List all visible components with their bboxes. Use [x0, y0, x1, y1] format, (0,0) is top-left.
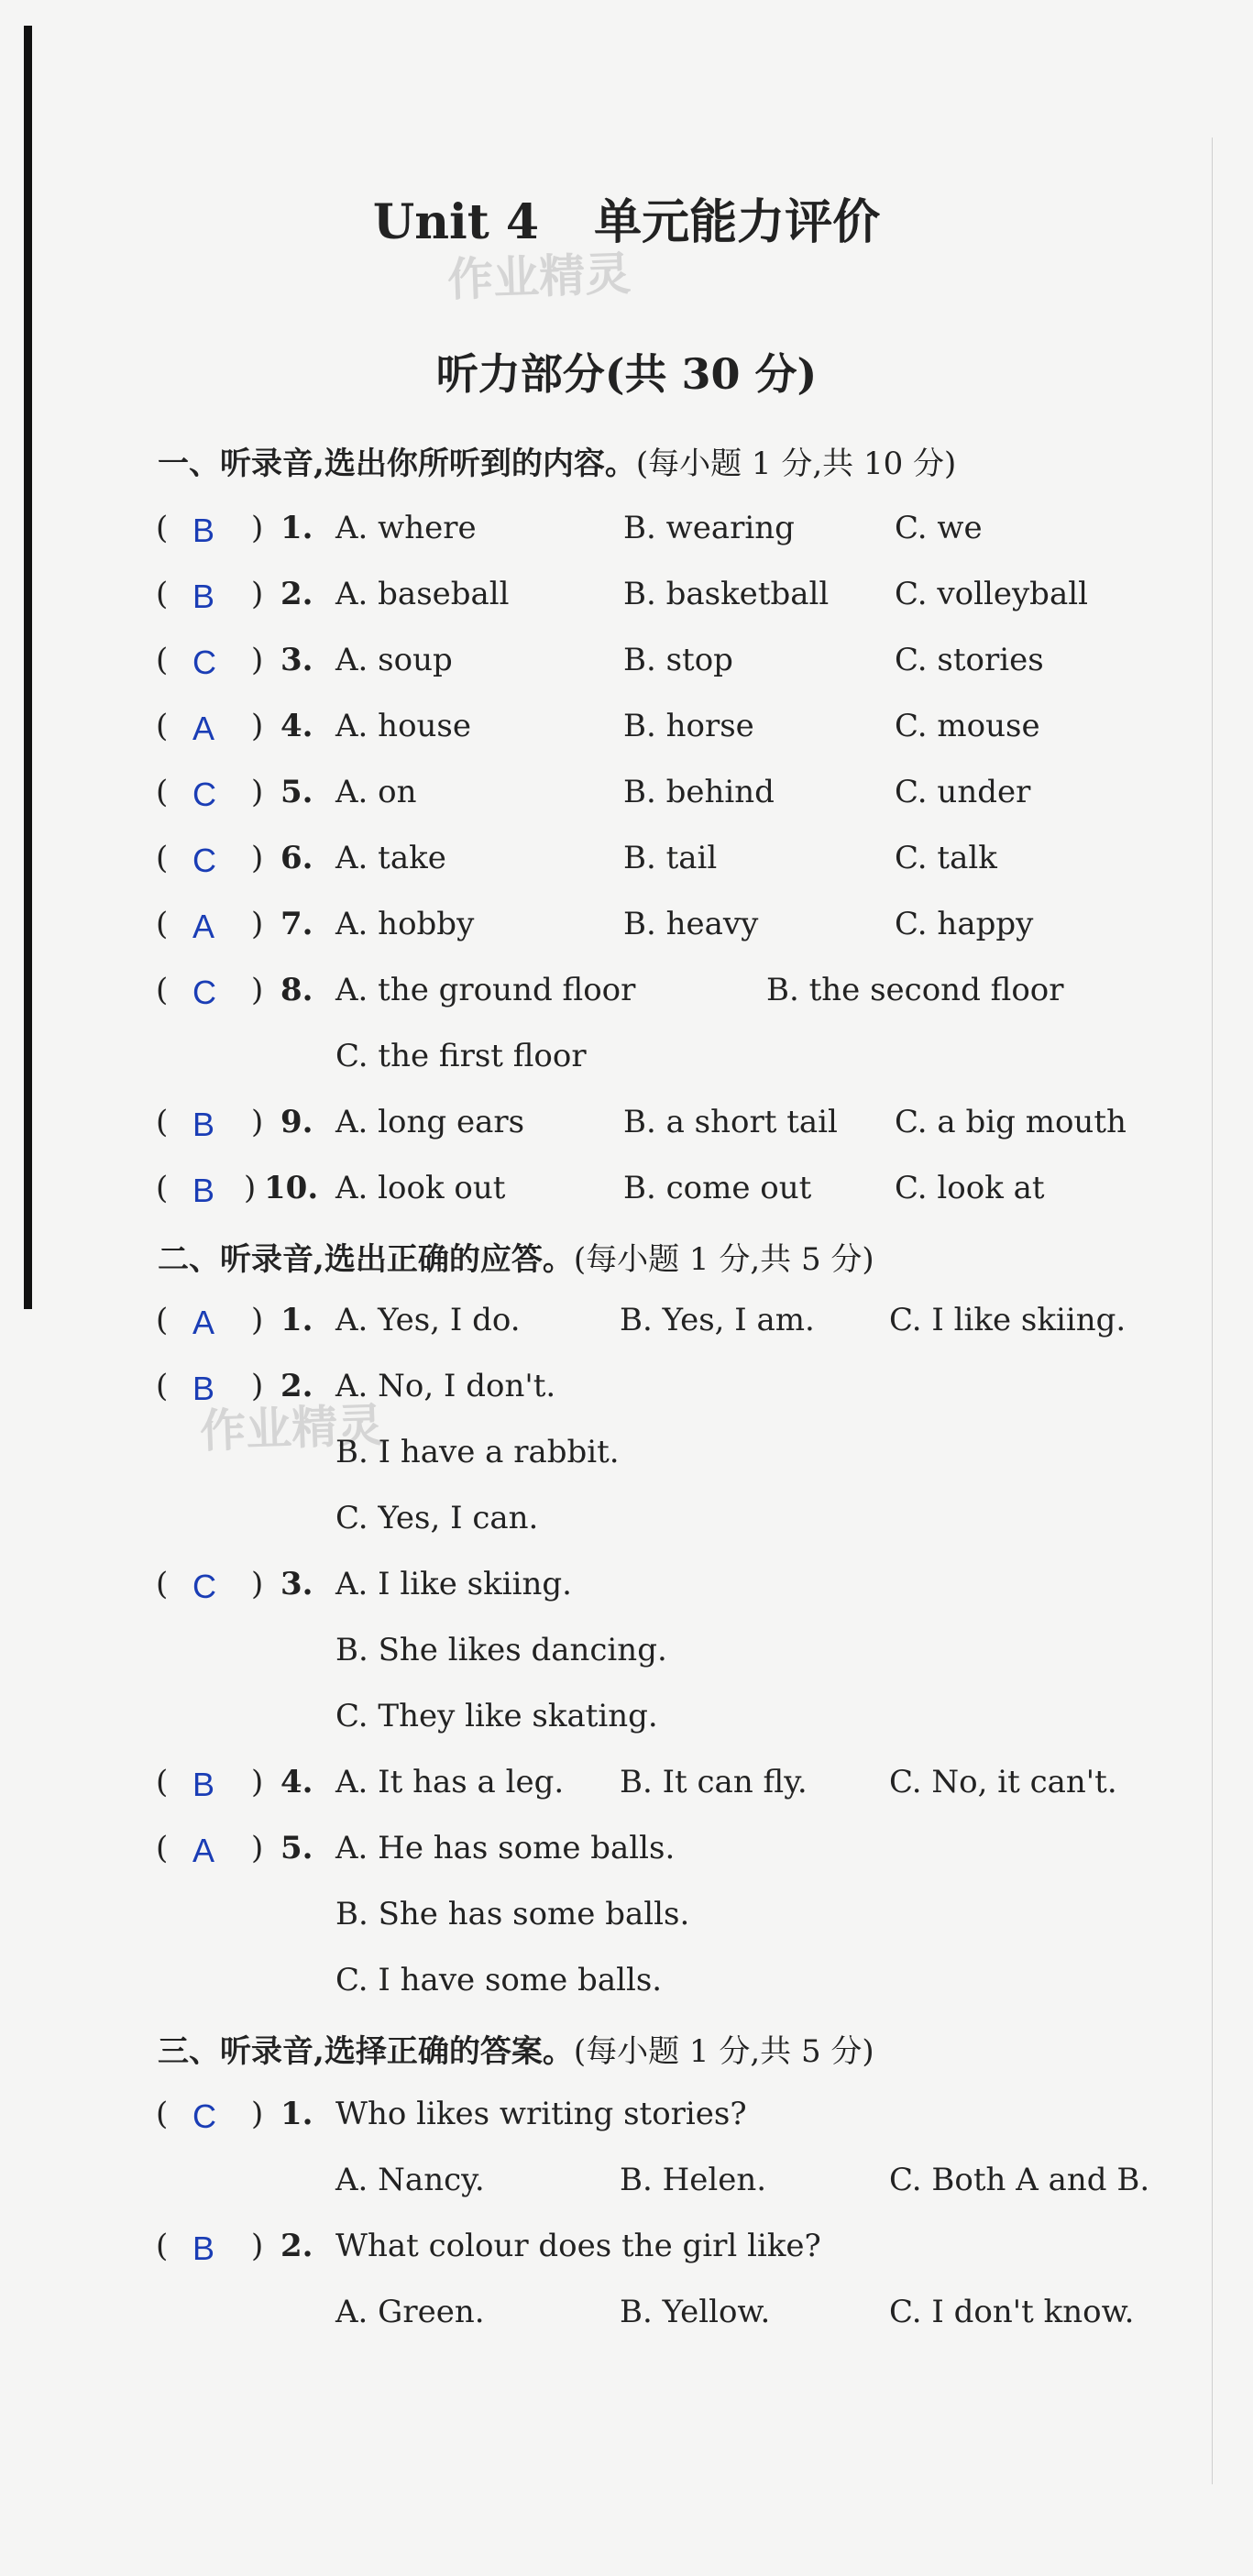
option-a: A. where [335, 510, 477, 546]
paren-open: ( [156, 972, 169, 1008]
part-2-title: 二、听录音,选出正确的应答。 [158, 1241, 574, 1278]
item-number: 9. [280, 1104, 313, 1140]
item-number: 2. [280, 2228, 313, 2264]
option-a: A. He has some balls. [335, 1830, 676, 1866]
section-heading: 听力部分(共 30 分) [435, 349, 818, 399]
part-1-title: 一、听录音,选出你所听到的内容。 [158, 446, 636, 482]
option-b: B. Yellow. [620, 2294, 771, 2330]
answer: B [192, 1106, 215, 1143]
option-a: A. I like skiing. [335, 1566, 572, 1602]
page-edge-line [1212, 138, 1213, 2484]
item-number: 1. [280, 1302, 313, 1338]
option-a: A. It has a leg. [335, 1764, 565, 1800]
title-name: 单元能力评价 [594, 194, 881, 250]
option-c: C. under [895, 774, 1031, 810]
paren-close: ) [251, 840, 264, 876]
item-number: 7. [280, 906, 313, 942]
answer: C [192, 2097, 216, 2135]
answer: B [192, 1766, 215, 1803]
paren-close: ) [251, 906, 264, 942]
option-a: A. look out [335, 1170, 506, 1206]
paren-close: ) [251, 1368, 264, 1404]
paren-close: ) [251, 510, 264, 546]
option-c: C. talk [895, 840, 997, 876]
option-a: A. on [335, 774, 417, 810]
watermark-2: 作业精灵 [199, 1398, 385, 1459]
paren-close: ) [251, 576, 264, 612]
item-number: 4. [280, 1764, 313, 1800]
option-c: C. volleyball [895, 576, 1088, 612]
option-b: B. basketball [623, 576, 830, 612]
answer: C [192, 776, 216, 813]
paren-open: ( [156, 1302, 169, 1338]
option-c: C. I like skiing. [889, 1302, 1127, 1338]
option-c: C. Both A and B. [889, 2162, 1150, 2198]
option-a: A. Green. [335, 2294, 485, 2330]
answer: B [192, 1370, 215, 1407]
option-c: C. I don't know. [889, 2294, 1135, 2330]
answer: A [192, 710, 215, 747]
item-number: 3. [280, 642, 313, 678]
paren-open: ( [156, 774, 169, 810]
option-c: C. we [895, 510, 983, 546]
option-a: A. soup [335, 642, 453, 678]
option-a: A. baseball [335, 576, 510, 612]
option-a: A. No, I don't. [335, 1368, 556, 1404]
part2-item-5-option-b: B. She has some balls. [335, 1896, 690, 1932]
option-c: C. stories [895, 642, 1044, 678]
watermark-1: 作业精灵 [446, 247, 632, 307]
option-a: A. hobby [335, 906, 475, 942]
item-number: 5. [280, 1830, 313, 1866]
option-c: C. No, it can't. [889, 1764, 1117, 1800]
option-b: B. horse [623, 708, 754, 744]
part2-item-3-option-c: C. They like skating. [335, 1698, 658, 1734]
part-2-note: (每小题 1 分,共 5 分) [573, 1241, 874, 1278]
paren-open: ( [156, 1368, 169, 1404]
paren-close: ) [251, 1104, 264, 1140]
item-number: 4. [280, 708, 313, 744]
option-a: A. Yes, I do. [335, 1302, 521, 1338]
paren-open: ( [156, 1764, 169, 1800]
option-b: B. Helen. [620, 2162, 767, 2198]
option-b: B. heavy [623, 906, 759, 942]
answer: A [192, 1304, 215, 1341]
paren-open: ( [156, 1566, 169, 1602]
item-number: 8. [280, 972, 313, 1008]
item-number: 10. [264, 1170, 319, 1206]
option-b: B. Yes, I am. [620, 1302, 815, 1338]
option-c: C. happy [895, 906, 1034, 942]
part-3-heading [158, 2026, 874, 2071]
item-number: 1. [280, 510, 313, 546]
answer: C [192, 842, 216, 879]
item-number: 6. [280, 840, 313, 876]
paren-close: ) [251, 972, 264, 1008]
paren-close: ) [251, 642, 264, 678]
title-unit: Unit 4 [372, 194, 540, 250]
paren-close: ) [251, 1764, 264, 1800]
paren-open: ( [156, 642, 169, 678]
option-c: C. look at [895, 1170, 1045, 1206]
option-a: A. take [335, 840, 446, 876]
option-b: B. come out [623, 1170, 812, 1206]
part2-item-3-option-b: B. She likes dancing. [335, 1632, 667, 1668]
option-a: A. the ground floor [335, 972, 636, 1008]
paren-close: ) [251, 708, 264, 744]
paren-open: ( [156, 576, 169, 612]
part-2-heading [158, 1234, 874, 1279]
option-b: B. stop [623, 642, 733, 678]
item-number: 1. [280, 2096, 313, 2132]
option-b: B. behind [623, 774, 775, 810]
paren-open: ( [156, 840, 169, 876]
question: Who likes writing stories? [335, 2096, 747, 2132]
answer: A [192, 908, 215, 945]
option-a: A. long ears [335, 1104, 525, 1140]
item-number: 5. [280, 774, 313, 810]
paren-close: ) [251, 1302, 264, 1338]
option-b: B. the second floor [766, 972, 1064, 1008]
paren-open: ( [156, 2096, 169, 2132]
part-3-title: 三、听录音,选择正确的答案。 [158, 2033, 574, 2070]
answer: A [192, 1832, 215, 1869]
item-number: 2. [280, 576, 313, 612]
paren-close: ) [251, 1830, 264, 1866]
option-c: C. a big mouth [895, 1104, 1127, 1140]
question: What colour does the girl like? [335, 2228, 821, 2264]
part1-item-8-option-c: C. the first floor [335, 1038, 587, 1074]
answer: C [192, 644, 216, 681]
part2-item-5-option-c: C. I have some balls. [335, 1962, 663, 1998]
answer: B [192, 512, 215, 549]
paren-open: ( [156, 1104, 169, 1140]
answer: B [192, 2229, 215, 2267]
paren-open: ( [156, 1170, 169, 1206]
part-1-note: (每小题 1 分,共 10 分) [635, 446, 957, 482]
answer: B [192, 1172, 215, 1209]
paren-close: ) [244, 1170, 257, 1206]
part-1-heading [158, 438, 956, 483]
paren-open: ( [156, 708, 169, 744]
part2-item-2-option-b: B. I have a rabbit. [335, 1434, 620, 1470]
option-c: C. mouse [895, 708, 1040, 744]
paren-open: ( [156, 1830, 169, 1866]
option-b: B. a short tail [623, 1104, 838, 1140]
paren-close: ) [251, 774, 264, 810]
option-a: A. house [335, 708, 472, 744]
option-b: B. tail [623, 840, 718, 876]
paren-open: ( [156, 906, 169, 942]
paren-open: ( [156, 2228, 169, 2264]
item-number: 3. [280, 1566, 313, 1602]
item-number: 2. [280, 1368, 313, 1404]
answer: C [192, 974, 216, 1011]
option-a: A. Nancy. [335, 2162, 485, 2198]
option-b: B. It can fly. [620, 1764, 808, 1800]
paren-close: ) [251, 2096, 264, 2132]
answer: C [192, 1568, 216, 1605]
paren-open: ( [156, 510, 169, 546]
part-3-note: (每小题 1 分,共 5 分) [573, 2033, 874, 2070]
part2-item-2-option-c: C. Yes, I can. [335, 1500, 539, 1536]
paren-close: ) [251, 2228, 264, 2264]
paren-close: ) [251, 1566, 264, 1602]
option-b: B. wearing [623, 510, 795, 546]
answer: B [192, 578, 215, 615]
